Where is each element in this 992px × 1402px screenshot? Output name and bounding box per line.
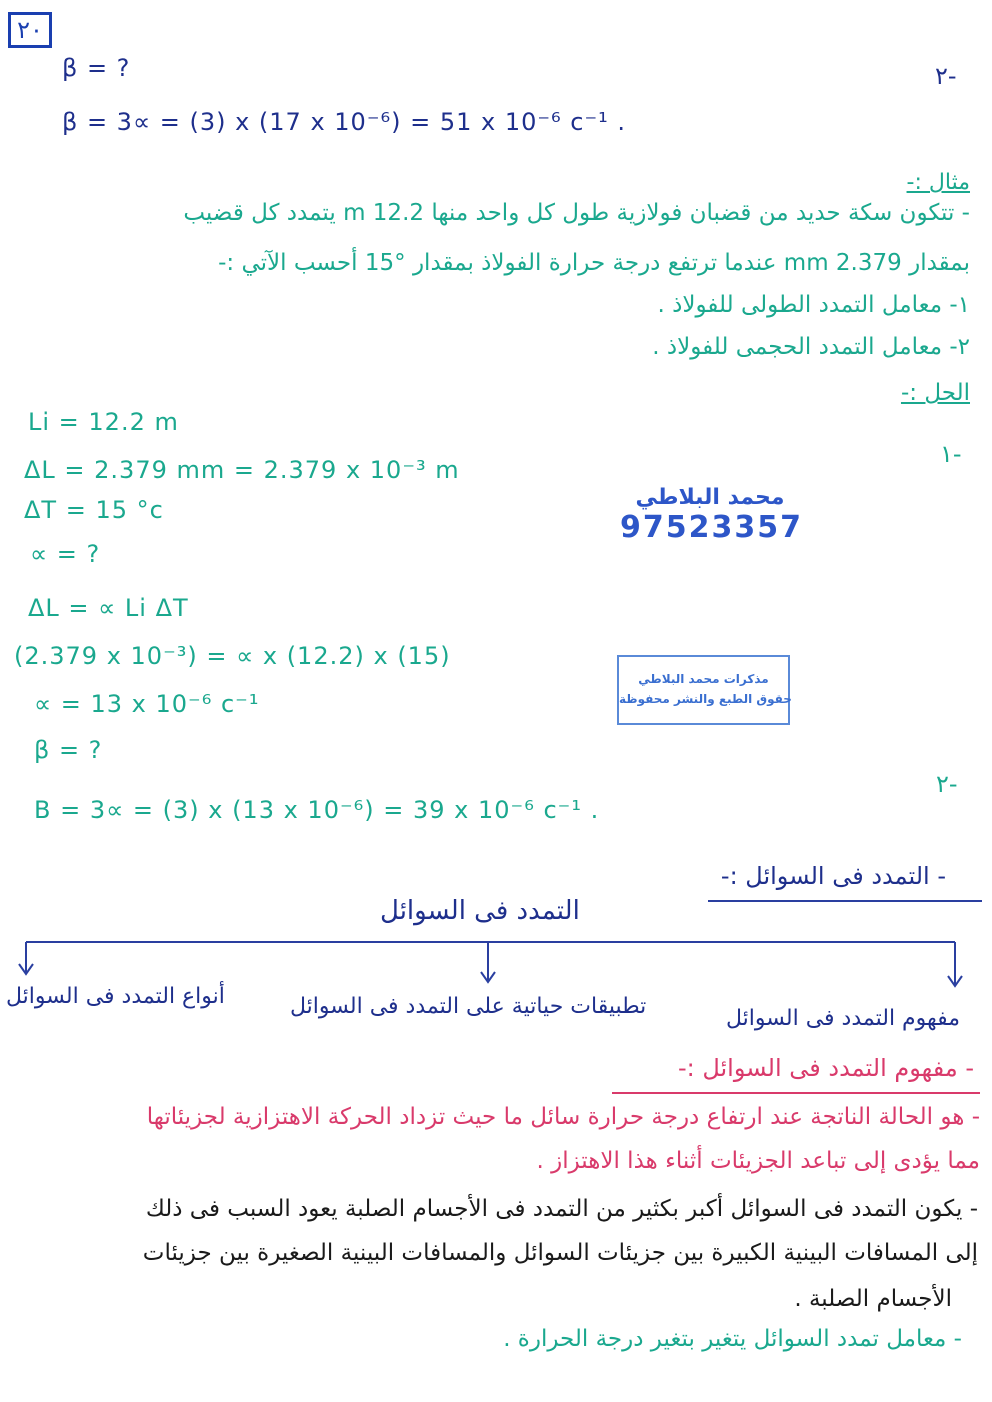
concept-heading-underline [612, 1092, 980, 1094]
delta-length: ΔL = 2.379 mm = 2.379 x 10⁻³ m [24, 456, 460, 484]
branch-applications: تطبيقات حياتية على التمدد فى السوائل [290, 994, 647, 1019]
example-heading: مثال :- [906, 170, 970, 195]
explanation-line-1: - يكون التمدد فى السوائل أكبر بكثير من التمدد فى الأجسام الصلبة يعود السبب فى ذلك [145, 1196, 978, 1222]
alpha-result: ∝ = 13 x 10⁻⁶ c⁻¹ [34, 690, 260, 718]
part-2-label: ٢- [936, 770, 958, 798]
problem-line-1: - تتكون سكة حديد من قضبان فولازية طول كل واحد منها 12.2 m يتمدد كل قضيب [183, 200, 970, 226]
definition-line-1: - هو الحالة الناتجة عند ارتفاع درجة حرارة سائل ما حيث تزداد الحركة الاهتزازية لجزيئاتها [146, 1104, 980, 1130]
beta-calculation: β = 3∝ = (3) x (17 x 10⁻⁶) = 51 x 10⁻⁶ c⁻¹ . [62, 108, 627, 136]
page-number: ٢٠ [8, 12, 52, 48]
length-initial: Li = 12.2 m [28, 408, 179, 436]
concept-heading: - مفهوم التمدد فى السوائل :- [677, 1054, 974, 1082]
item-number: ٢- [935, 62, 957, 90]
problem-line-2: بمقدار 2.379 mm عندما ترتفع درجة حرارة الفولاذ بمقدار °15 أحسب الآتي :- [218, 250, 970, 276]
alpha-question: ∝ = ? [30, 540, 101, 568]
tree-title: التمدد فى السوائل [380, 896, 580, 926]
copyright-stamp-line-2: حقوق الطبع والنشر محفوظة [619, 692, 792, 706]
part-1-label: ١- [940, 440, 962, 468]
question-1: ١- معامل التمدد الطولى للفولاذ . [657, 292, 970, 318]
liquids-heading-underline [708, 900, 982, 902]
liquids-section-heading: - التمدد فى السوائل :- [720, 862, 946, 890]
beta-question: β = ? [62, 54, 131, 82]
definition-line-2: مما يؤدى إلى تباعد الجزيئات أثناء هذا الاهتزاز . [536, 1148, 980, 1174]
author-stamp-name: محمد البلاطي [635, 485, 785, 510]
explanation-line-2: إلى المسافات البينية الكبيرة بين جزيئات السوائل والمسافات البينية الصغيرة بين جزيئات [142, 1240, 978, 1266]
question-2: ٢- معامل التمدد الحجمى للفولاذ . [652, 334, 970, 360]
copyright-stamp-line-1: مذكرات محمد البلاطي [638, 672, 769, 686]
branch-concept: مفهوم التمدد فى السوائل [726, 1006, 961, 1031]
solution-heading: الحل :- [900, 380, 970, 406]
linear-expansion-formula: ΔL = ∝ Li ΔT [28, 594, 189, 622]
tree-connector [0, 930, 992, 990]
delta-temperature: ΔT = 15 °c [24, 496, 164, 524]
beta-result: B = 3∝ = (3) x (13 x 10⁻⁶) = 39 x 10⁻⁶ c⁻¹ . [34, 796, 600, 824]
branch-types: أنواع التمدد فى السوائل [6, 984, 225, 1009]
coefficient-note: - معامل تمدد السوائل يتغير بتغير درجة الحرارة . [503, 1326, 962, 1352]
explanation-line-3: الأجسام الصلبة . [794, 1286, 952, 1312]
author-stamp-phone: 97523357 [620, 510, 803, 545]
beta-question-2: β = ? [34, 736, 103, 764]
copyright-stamp [617, 655, 790, 725]
substitution: (2.379 x 10⁻³) = ∝ x (12.2) x (15) [14, 642, 451, 670]
